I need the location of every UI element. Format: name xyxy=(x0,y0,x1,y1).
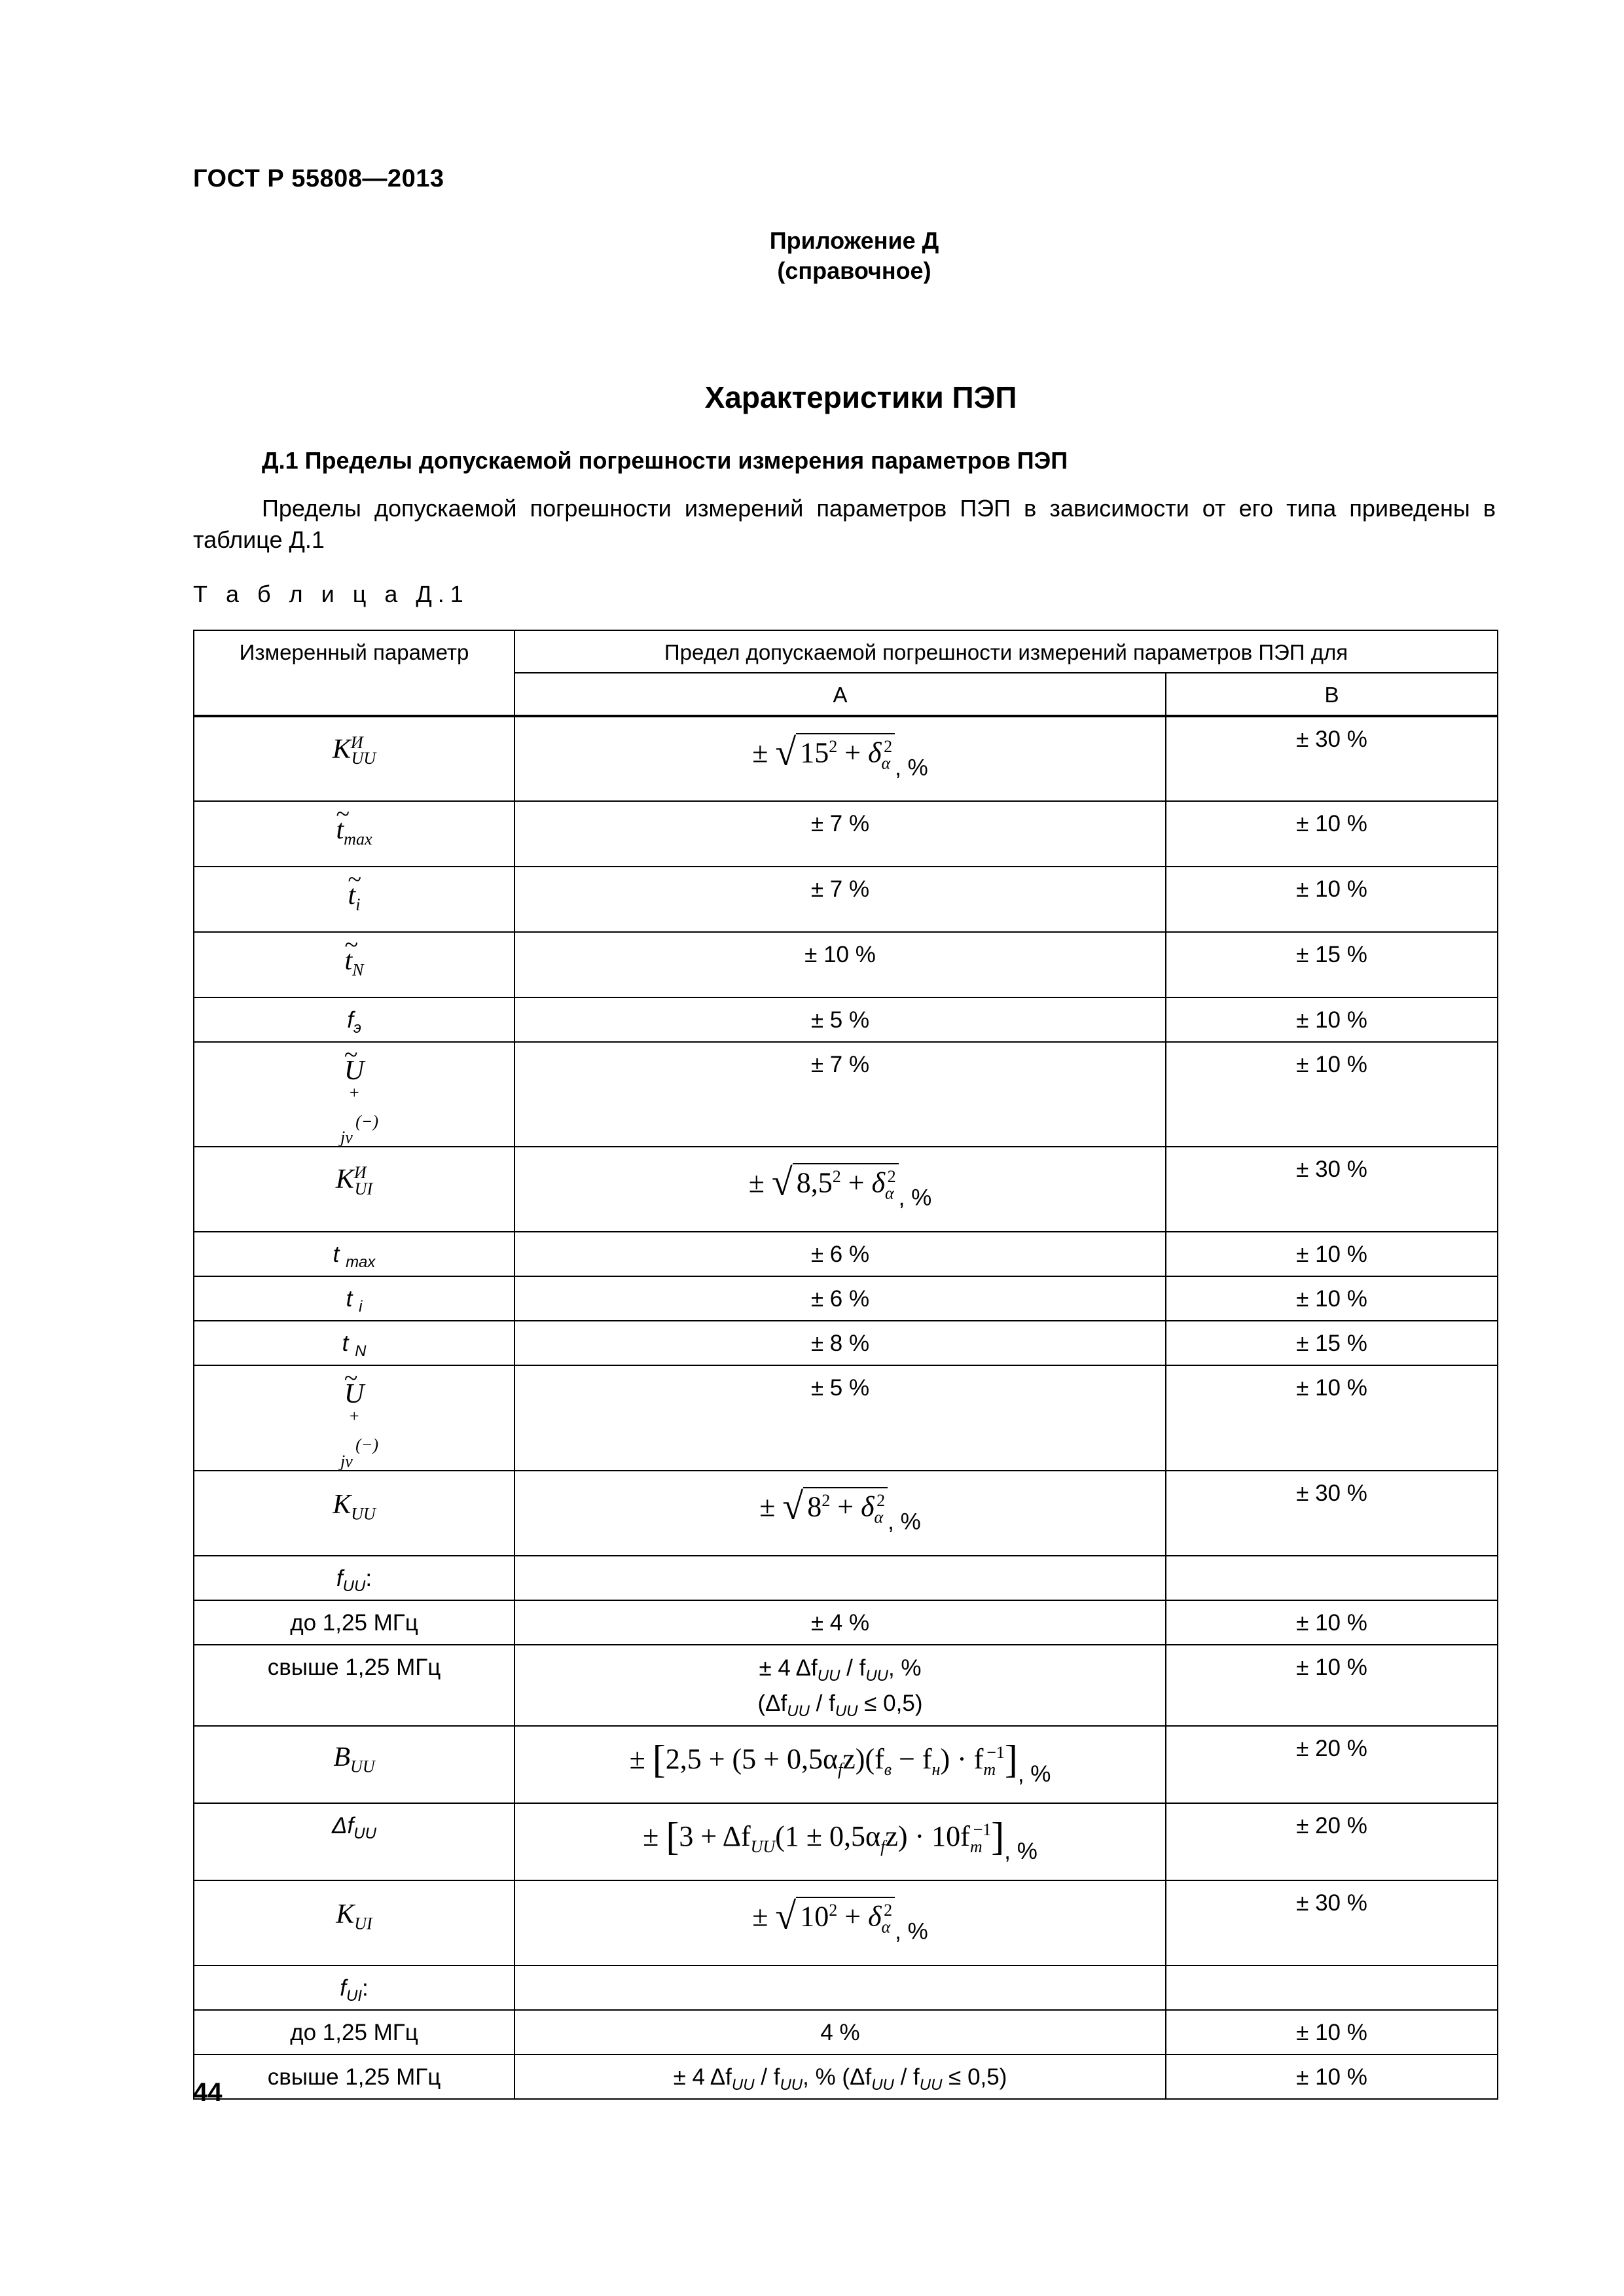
page-number: 44 xyxy=(193,2078,223,2107)
limit-b-cell: ± 10 % xyxy=(1166,1600,1498,1645)
limit-b-cell: ± 30 % xyxy=(1166,1880,1498,1965)
param-cell: $K^И_{UU}$ xyxy=(194,716,514,801)
param-cell: $K_{UU}$ xyxy=(194,1471,514,1556)
limit-a-cell: ± 7 % xyxy=(514,801,1166,867)
table-row xyxy=(194,1803,1498,1880)
table-row xyxy=(194,1365,1498,1470)
parameters-table xyxy=(193,630,1498,2100)
limit-a-cell: ± 4 % xyxy=(514,1600,1166,1645)
table-row xyxy=(194,1321,1498,1365)
param-cell: ~ $t_i$ xyxy=(194,867,514,932)
table-row xyxy=(194,867,1498,932)
param-cell: до 1,25 МГц xyxy=(194,1600,514,1645)
limit-a-cell: ± √ $15^2 + \delta_\alpha^2$, % xyxy=(514,716,1166,801)
limit-a-cell: ± √ $8^2 + \delta_\alpha^2$, % xyxy=(514,1471,1166,1556)
table-row xyxy=(194,1556,1498,1600)
column-header-limit: Предел допускаемой погрешности измерений параметров ПЭП для xyxy=(514,630,1498,673)
limit-a-cell: ± 5 % xyxy=(514,1365,1166,1470)
param-cell: t $_N$ xyxy=(194,1321,514,1365)
limit-b-cell: ± 10 % xyxy=(1166,1645,1498,1726)
table-row xyxy=(194,2054,1498,2099)
limit-b-cell xyxy=(1166,1556,1498,1600)
limit-b-cell: ± 10 % xyxy=(1166,867,1498,932)
limit-b-cell: ± 30 % xyxy=(1166,1147,1498,1232)
annex-type: (справочное) xyxy=(777,257,931,284)
table-row xyxy=(194,932,1498,997)
limit-a-cell: ± √ $10^2 + \delta_\alpha^2$, % xyxy=(514,1880,1166,1965)
document-id: ГОСТ Р 55808—2013 xyxy=(193,165,444,192)
column-header-type-b: В xyxy=(1166,673,1498,716)
table-row xyxy=(194,1276,1498,1321)
param-cell: ~ $t_N$ xyxy=(194,932,514,997)
intro-paragraph: Пределы допускаемой погрешности измерений параметров ПЭП в зависимости от его типа приведены в таблице Д.1 xyxy=(193,495,1496,553)
limit-b-cell: ± 10 % xyxy=(1166,801,1498,867)
limit-a-cell: ± $[3 + \Delta f_{UU}(1 \pm 0,5\alpha_fz) \cdot 10f_m^{-1}]$, % xyxy=(514,1803,1166,1880)
limit-a-cell xyxy=(514,1556,1166,1600)
limit-a-cell: ± √ $8,5^2 + \delta_\alpha^2$, % xyxy=(514,1147,1166,1232)
table-row xyxy=(194,801,1498,867)
limit-a-cell: 4 % xyxy=(514,2010,1166,2054)
table-row xyxy=(194,1471,1498,1556)
limit-b-cell: ± 10 % xyxy=(1166,1232,1498,1276)
param-cell: ~ $U^{+(-)}_{jv}$ xyxy=(194,1365,514,1470)
limit-b-cell: ± 10 % xyxy=(1166,997,1498,1042)
column-header-parameter: Измеренный параметр xyxy=(194,630,514,716)
table-row xyxy=(194,997,1498,1042)
param-cell: $f_э$ xyxy=(194,997,514,1042)
table-row xyxy=(194,1645,1498,1726)
param-cell: $B_{UU}$ xyxy=(194,1726,514,1803)
limit-b-cell: ± 10 % xyxy=(1166,1276,1498,1321)
limit-b-cell: ± 30 % xyxy=(1166,716,1498,801)
table-row xyxy=(194,1232,1498,1276)
limit-b-cell: ± 10 % xyxy=(1166,1042,1498,1147)
param-cell: $f_{UI}$: xyxy=(194,1965,514,2010)
limit-a-cell: ± 6 % xyxy=(514,1232,1166,1276)
table-row xyxy=(194,1726,1498,1803)
section-heading: Д.1 Пределы допускаемой погрешности измерения параметров ПЭП xyxy=(262,447,1068,474)
param-cell: ~ $t_{max}$ xyxy=(194,801,514,867)
column-header-type-a: А xyxy=(514,673,1166,716)
table-row xyxy=(194,1600,1498,1645)
table-row xyxy=(194,2010,1498,2054)
annex-label: Приложение Д xyxy=(769,227,939,254)
limit-b-cell: ± 10 % xyxy=(1166,2054,1498,2099)
limit-b-cell: ± 20 % xyxy=(1166,1726,1498,1803)
table-row xyxy=(194,1965,1498,2010)
param-cell: до 1,25 МГц xyxy=(194,2010,514,2054)
limit-b-cell xyxy=(1166,1965,1498,2010)
table-row xyxy=(194,716,1498,801)
limit-a-cell: ± 8 % xyxy=(514,1321,1166,1365)
limit-b-cell: ± 20 % xyxy=(1166,1803,1498,1880)
limit-a-cell xyxy=(514,1965,1166,2010)
limit-a-cell: ± 7 % xyxy=(514,867,1166,932)
limit-a-cell: ± 7 % xyxy=(514,1042,1166,1147)
param-cell: $\Delta f_{UU}$ xyxy=(194,1803,514,1880)
param-cell: $K^И_{UI}$ xyxy=(194,1147,514,1232)
limit-a-cell: ± 4 $\Delta f_{UU} / f_{UU}$, % $(\Delta f_{UU} / f_{UU} \le 0,5)$ xyxy=(514,2054,1166,2099)
param-cell: $K_{UI}$ xyxy=(194,1880,514,1965)
limit-a-cell: ± 4 $\Delta f_{UU} / f_{UU}$, % $(\Delta f_{UU} / f_{UU} \le 0,5)$ xyxy=(514,1645,1166,1726)
annex-title: Характеристики ПЭП xyxy=(704,380,1017,414)
limit-b-cell: ± 30 % xyxy=(1166,1471,1498,1556)
param-cell: t $_i$ xyxy=(194,1276,514,1321)
table-row xyxy=(194,1880,1498,1965)
param-cell: ~ $U^{+(-)}_{jv}$ xyxy=(194,1042,514,1147)
limit-b-cell: ± 10 % xyxy=(1166,2010,1498,2054)
limit-b-cell: ± 10 % xyxy=(1166,1365,1498,1470)
table-row xyxy=(194,1147,1498,1232)
param-cell: $f_{UU}$: xyxy=(194,1556,514,1600)
param-cell: свыше 1,25 МГц xyxy=(194,2054,514,2099)
limit-b-cell: ± 15 % xyxy=(1166,1321,1498,1365)
limit-b-cell: ± 15 % xyxy=(1166,932,1498,997)
param-cell: свыше 1,25 МГц xyxy=(194,1645,514,1726)
annex-label-block xyxy=(655,226,1054,286)
table-row xyxy=(194,1042,1498,1147)
limit-a-cell: ± $[2,5 + (5 + 0,5\alpha_fz)(f_в - f_н) \cdot f_m^{-1}]$, % xyxy=(514,1726,1166,1803)
limit-a-cell: ± 6 % xyxy=(514,1276,1166,1321)
param-cell: t $_{max}$ xyxy=(194,1232,514,1276)
limit-a-cell: ± 10 % xyxy=(514,932,1166,997)
table-caption: Т а б л и ц а Д.1 xyxy=(193,581,469,607)
limit-a-cell: ± 5 % xyxy=(514,997,1166,1042)
